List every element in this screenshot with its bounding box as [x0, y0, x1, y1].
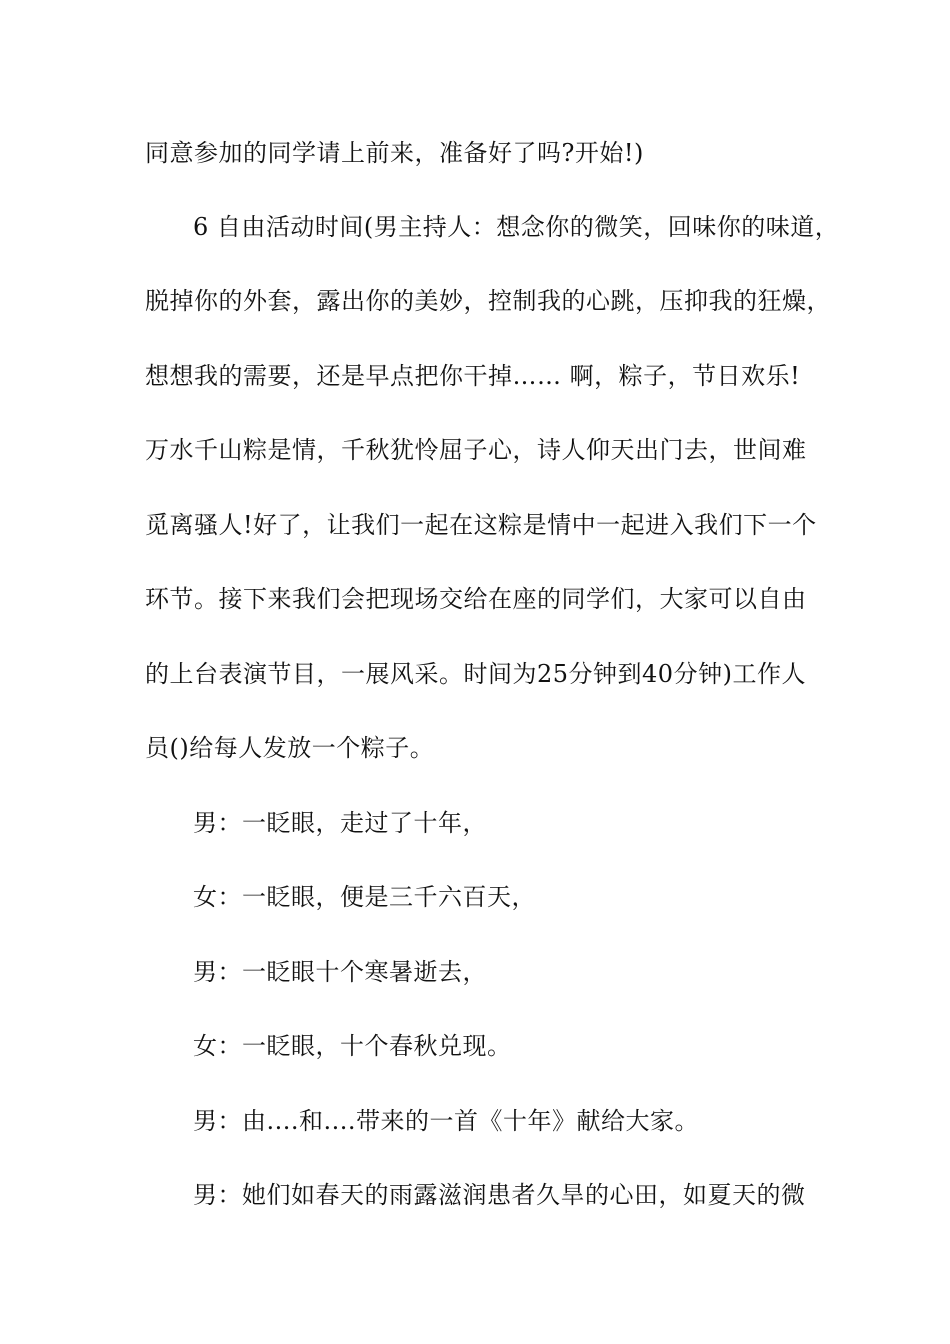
text-line-13: 女：一眨眼，十个春秋兑现。	[193, 1032, 512, 1060]
text-line-4: 想想我的需要，还是早点把你干掉…… 啊，粽子，节日欢乐!	[145, 362, 801, 390]
text-line-11: 女：一眨眼，便是三千六百天，	[193, 883, 536, 911]
text-line-14: 男：由....和....带来的一首《十年》献给大家。	[193, 1107, 700, 1135]
text-line-7: 环节。接下来我们会把现场交给在座的同学们，大家可以自由	[145, 585, 807, 613]
text-line-9: 员()给每人发放一个粽子。	[145, 734, 435, 762]
text-line-6: 觅离骚人!好了，让我们一起在这粽是情中一起进入我们下一个	[145, 511, 817, 539]
text-line-8: 的上台表演节目，一展风采。时间为25分钟到40分钟)工作人	[145, 660, 806, 688]
text-line-5: 万水千山粽是情，千秋犹怜屈子心，诗人仰天出门去，世间难	[145, 436, 807, 464]
text-line-2: 6 自由活动时间(男主持人：想念你的微笑，回味你的味道，	[193, 213, 840, 241]
text-line-15: 男：她们如春天的雨露滋润患者久旱的心田，如夏天的微	[193, 1181, 806, 1209]
text-line-1: 同意参加的同学请上前来，准备好了吗?开始!)	[145, 139, 644, 167]
text-line-12: 男：一眨眼十个寒暑逝去，	[193, 958, 487, 986]
text-line-3: 脱掉你的外套，露出你的美妙，控制我的心跳，压抑我的狂燥，	[145, 287, 831, 315]
text-line-10: 男：一眨眼，走过了十年，	[193, 809, 487, 837]
